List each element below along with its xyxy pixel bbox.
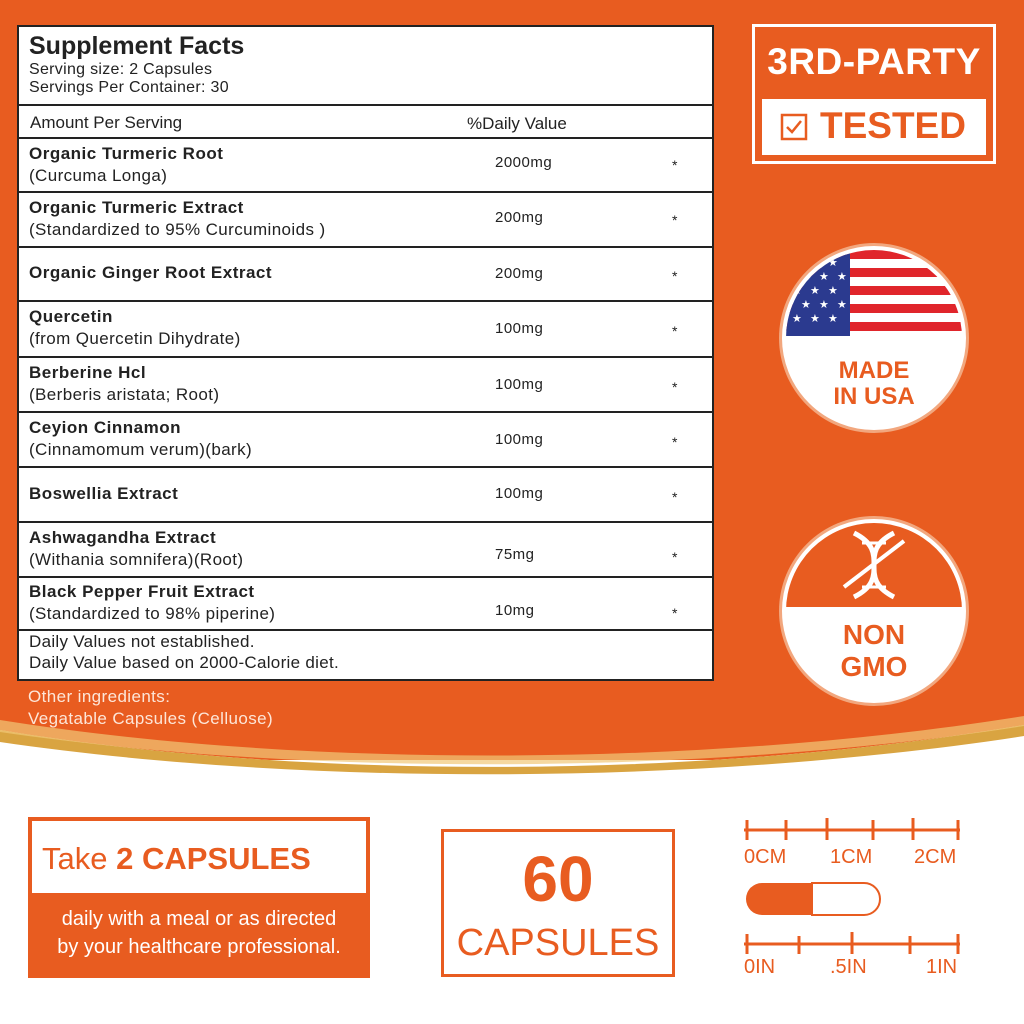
- ingredient-name: Ceyion Cinnamon: [29, 418, 182, 437]
- ingredient-name: Berberine Hcl: [29, 363, 147, 382]
- svg-text:★: ★: [837, 270, 847, 283]
- capsule-count-box: [441, 829, 675, 977]
- daily-value: *: [672, 157, 678, 173]
- footnote-line-1: Daily Values not established.: [29, 632, 255, 651]
- ingredient-desc: (Cinnamomum verum)(bark): [29, 440, 253, 459]
- table-row: [19, 578, 712, 631]
- ingredient-name: Quercetin: [29, 307, 113, 326]
- ingredient-name: Boswellia Extract: [29, 484, 179, 503]
- ingredient-amount: 75mg: [495, 546, 535, 563]
- non-gmo-text: [786, 619, 962, 683]
- dosage-line-2: daily with a meal or as directed: [61, 908, 337, 930]
- ingredient-desc: (Curcuma Longa): [29, 166, 168, 185]
- daily-value: *: [672, 434, 678, 450]
- capsule-size-ruler: [742, 810, 968, 990]
- amount-per-serving-header: Amount Per Serving: [30, 113, 183, 132]
- inch-label: 0IN: [744, 956, 776, 978]
- serving-size: Serving size: 2 Capsules: [29, 61, 213, 78]
- other-ingredients-label: Other ingredients:: [28, 687, 171, 706]
- dosage-box: [28, 817, 370, 978]
- table-row: [19, 358, 712, 413]
- other-ingredients-value: Vegatable Capsules (Celluose): [28, 709, 274, 728]
- table-row: [19, 302, 712, 358]
- ingredient-desc: (Withania somnifera)(Root): [29, 550, 244, 569]
- ingredient-amount: 100mg: [495, 485, 544, 502]
- other-ingredients: [28, 686, 273, 730]
- ingredient-desc: (Standardized to 95% Curcuminoids ): [29, 220, 326, 239]
- capsule-count-text: 2 CAPSULES: [116, 841, 311, 876]
- svg-text:★: ★: [810, 312, 820, 325]
- made-in-usa-badge: [782, 246, 966, 430]
- dosage-line-3: by your healthcare professional.: [57, 936, 341, 958]
- ingredient-desc: (from Quercetin Dihydrate): [29, 329, 241, 348]
- take-word: Take: [42, 841, 108, 876]
- svg-text:★: ★: [819, 270, 829, 283]
- svg-text:★: ★: [828, 312, 838, 325]
- cm-ruler-scale: [742, 810, 968, 850]
- ingredient-name: Ashwagandha Extract: [29, 528, 217, 547]
- facts-footnote: [29, 631, 339, 673]
- inch-label: 1IN: [926, 956, 958, 978]
- daily-value-header: %Daily Value: [467, 114, 567, 133]
- cm-label: 0CM: [744, 846, 787, 868]
- ingredient-amount: 10mg: [495, 602, 535, 619]
- svg-text:★: ★: [819, 298, 829, 311]
- svg-text:★: ★: [801, 270, 811, 283]
- capsule-count-number: 60: [522, 843, 594, 915]
- us-flag-icon: [786, 250, 962, 338]
- daily-value: *: [672, 489, 678, 505]
- svg-text:★: ★: [837, 298, 847, 311]
- table-row: [19, 248, 712, 302]
- footnote-line-2: Daily Value based on 2000-Calorie diet.: [29, 653, 340, 672]
- inch-label: .5IN: [830, 956, 867, 978]
- tested-box: [762, 99, 986, 155]
- ingredient-name: Organic Ginger Root Extract: [29, 263, 273, 282]
- check-box-icon: [780, 113, 808, 141]
- made-in-usa-text: [786, 358, 962, 410]
- daily-value: *: [672, 605, 678, 621]
- table-row: [19, 468, 712, 523]
- ingredient-desc: (Berberis aristata; Root): [29, 385, 220, 404]
- ingredient-name: Organic Turmeric Root: [29, 144, 224, 163]
- daily-value: *: [672, 212, 678, 228]
- dosage-title-box: [32, 821, 366, 893]
- table-row: [19, 139, 712, 193]
- column-header-row: [19, 106, 712, 139]
- third-party-text: 3RD-PARTY: [767, 41, 981, 82]
- daily-value: *: [672, 323, 678, 339]
- ingredient-desc: (Standardized to 98% piperine): [29, 604, 276, 623]
- tested-text: TESTED: [820, 105, 966, 146]
- cm-label: 2CM: [914, 846, 957, 868]
- svg-text:★: ★: [810, 284, 820, 297]
- servings-per-container: Servings Per Container: 30: [29, 79, 229, 96]
- facts-header: [19, 27, 712, 106]
- dosage-title: [42, 841, 311, 877]
- svg-text:★: ★: [792, 256, 802, 269]
- made-line: MADE: [838, 357, 910, 384]
- table-row: [19, 413, 712, 468]
- capsule-count-unit: CAPSULES: [456, 922, 660, 964]
- svg-text:★: ★: [810, 256, 820, 269]
- cm-label: 1CM: [830, 846, 873, 868]
- daily-value: *: [672, 268, 678, 284]
- ingredient-amount: 100mg: [495, 320, 544, 337]
- svg-text:★: ★: [801, 298, 811, 311]
- ingredient-amount: 2000mg: [495, 154, 553, 171]
- dna-icon: [834, 527, 914, 603]
- gmo-line: GMO: [840, 651, 908, 682]
- ingredient-amount: 200mg: [495, 265, 544, 282]
- svg-text:★: ★: [792, 284, 802, 297]
- ingredient-amount: 100mg: [495, 376, 544, 393]
- table-row: [19, 523, 712, 578]
- capsule-icon: [744, 881, 884, 917]
- non-line: NON: [842, 619, 906, 650]
- svg-text:★: ★: [792, 312, 802, 325]
- ingredient-name: Black Pepper Fruit Extract: [29, 582, 255, 601]
- ingredient-amount: 200mg: [495, 209, 544, 226]
- third-party-tested-badge: [752, 24, 996, 164]
- ingredient-amount: 100mg: [495, 431, 544, 448]
- daily-value: *: [672, 379, 678, 395]
- dosage-instructions: [28, 905, 370, 961]
- svg-text:★: ★: [828, 256, 838, 269]
- supplement-facts-table: [17, 25, 714, 681]
- table-row: [19, 193, 712, 248]
- non-gmo-badge: [782, 519, 966, 703]
- svg-text:★: ★: [828, 284, 838, 297]
- facts-title: Supplement Facts: [29, 32, 245, 60]
- daily-value: *: [672, 549, 678, 565]
- in-usa-line: IN USA: [833, 383, 915, 410]
- ingredient-name: Organic Turmeric Extract: [29, 198, 244, 217]
